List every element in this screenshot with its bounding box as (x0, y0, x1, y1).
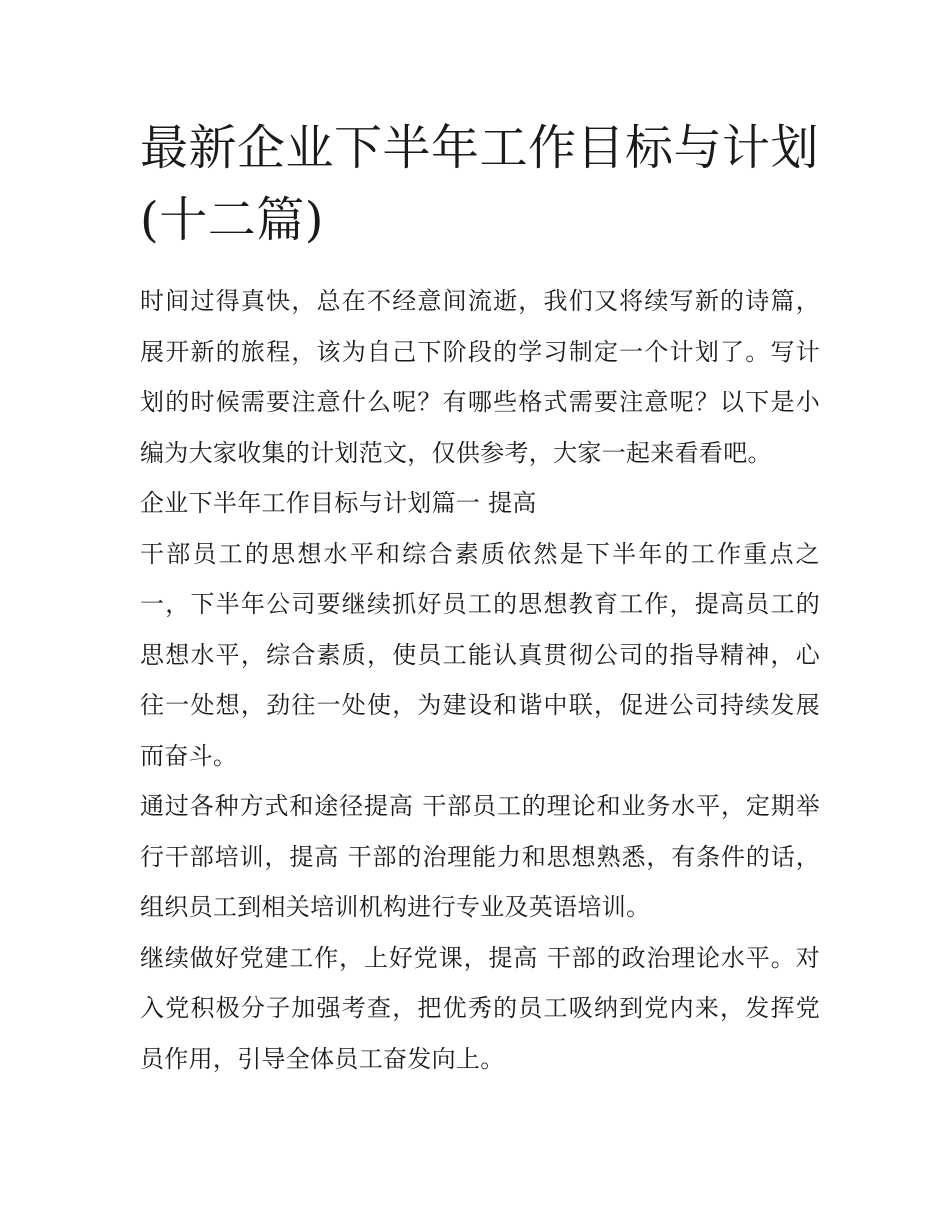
intro-paragraph: 时间过得真快，总在不经意间流逝，我们又将续写新的诗篇，展开新的旅程，该为自己下阶段的学习制定一个计划了。写计划的时候需要注意什么呢？有哪些格式需要注意呢？以下是小编为大家收集的计划范文，仅供参考，大家一起来看看吧。 (140, 287, 820, 467)
body-paragraph: 继续做好党建工作，上好党课，提高 干部的政治理论水平。对入党积极分子加强考查，把优秀的员工吸纳到党内来，发挥党员作用，引导全体员工奋发向上。 (140, 943, 820, 1073)
section-heading: 企业下半年工作目标与计划篇一 提高 (140, 489, 537, 517)
document-body (140, 276, 820, 1084)
document-title: 最新企业下半年工作目标与计划(十二篇) (140, 120, 820, 248)
body-paragraph: 干部员工的思想水平和综合素质依然是下半年的工作重点之一，下半年公司要继续抓好员工的思想教育工作，提高员工的思想水平，综合素质，使员工能认真贯彻公司的指导精神，心往一处想，劲往一处使，为建设和谐中联，促进公司持续发展而奋斗。 (140, 539, 820, 770)
body-paragraph: 通过各种方式和途径提高 干部员工的理论和业务水平，定期举行干部培训，提高 干部的治理能力和思想熟悉，有条件的话，组织员工到相关培训机构进行专业及英语培训。 (140, 792, 820, 921)
